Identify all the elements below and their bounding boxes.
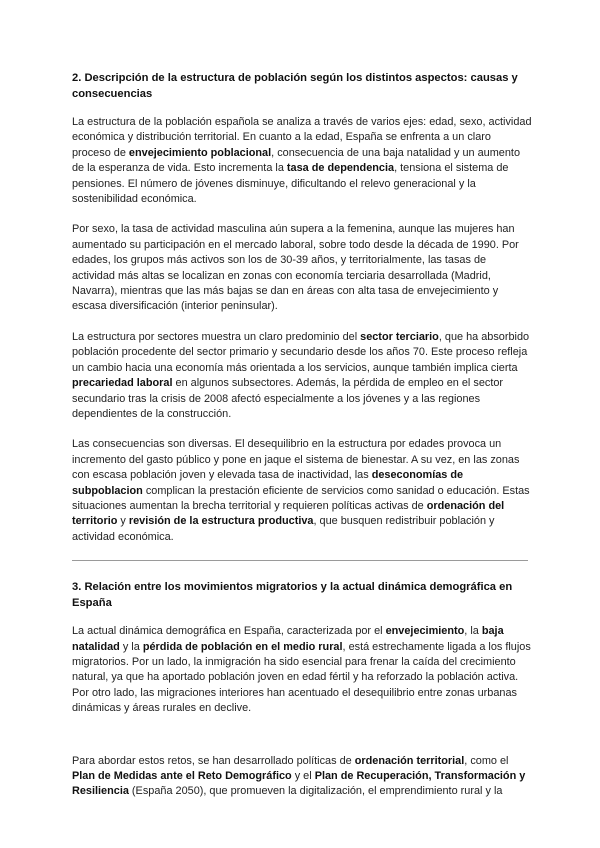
section-2-paragraph-1: La estructura de la población española se analiza a través de varios ejes: edad, sexo, actividad económica y distribución territorial. En cuanto a la edad, España se enfrenta a un claro proceso de envejecimiento poblacional, consecuencia de una baja natalidad y un aumento de la esperanza de vida. Esto incrementa la tasa de dependencia, tensiona el sistema de pensiones. El número de jóvenes disminuye, dificultando el relevo generacional y la sostenibilidad económica. xyxy=(72,116,532,206)
section-divider xyxy=(72,560,528,561)
section-2-paragraph-2: Por sexo, la tasa de actividad masculina aún supera a la femenina, aunque las mujeres han aumentado su participación en el mercado laboral, sobre todo desde la década de 1990. Por edades, los grupos más activos son los de 30-39 años, y territorialmente, las tasas de actividad más altas se localizan en zonas con economía terciaria desarrollada (Madrid, Navarra), mientras que las más bajas se dan en áreas con alta tasa de envejecimiento y escasa diversificación (interior peninsular). xyxy=(72,223,519,313)
blank-gap xyxy=(72,732,532,754)
section-3-heading: 3. Relación entre los movimientos migratorios y la actual dinámica demográfica en España xyxy=(72,581,513,610)
section-2-heading: 2. Descripción de la estructura de población según los distintos aspectos: causas y consecuencias xyxy=(72,72,518,100)
section-3-paragraph-2: Para abordar estos retos, se han desarrollado políticas de ordenación territorial, como el Plan de Medidas ante el Reto Demográfico y el Plan de Recuperación, Transformación y Resiliencia (España 2050), que promueven la digitalización, el emprendimiento rural y la xyxy=(72,754,526,798)
section-2-paragraph-4: Las consecuencias son diversas. El desequilibrio en la estructura por edades provoca un incremento del gasto público y pone en jaque el sistema de bienestar. A su vez, en las zonas con escasa población joven y elevada tasa de inactividad, las deseconomías de subpoblacion complican la prestación eficiente de servicios como sanidad o educación. Estas situaciones aumentan la brecha territorial y requieren políticas activas de ordenación del territorio y revisión de la estructura productiva, que busquen redistribuir población y actividad económica. xyxy=(72,438,530,543)
section-2-paragraph-3: La estructura por sectores muestra un claro predominio del sector terciario, que ha absorbido población procedente del sector primario y secundario desde los años 70. Este proceso refleja un cambio hacia una economía más orientada a los servicios, aunque también implica cierta precariedad laboral en algunos subsectores. Además, la pérdida de empleo en el sector secundario tras la crisis de 2008 afectó especialmente a los jóvenes y a las regiones dependientes de la construcción. xyxy=(72,330,530,420)
section-3-paragraph-1: La actual dinámica demográfica en España, caracterizada por el envejecimiento, la baja natalidad y la pérdida de población en el medio rural, está estrechamente ligada a los flujos migratorios. Por un lado, la inmigración ha sido esencial para frenar la caída del crecimiento natural, ya que ha aportado población joven en edad fértil y ha reforzado la población activa. Por otro lado, las migraciones interiores han acentuado el desequilibrio entre zonas urbanas dinámicas y áreas rurales en declive. xyxy=(72,625,531,715)
document-page xyxy=(72,70,532,815)
